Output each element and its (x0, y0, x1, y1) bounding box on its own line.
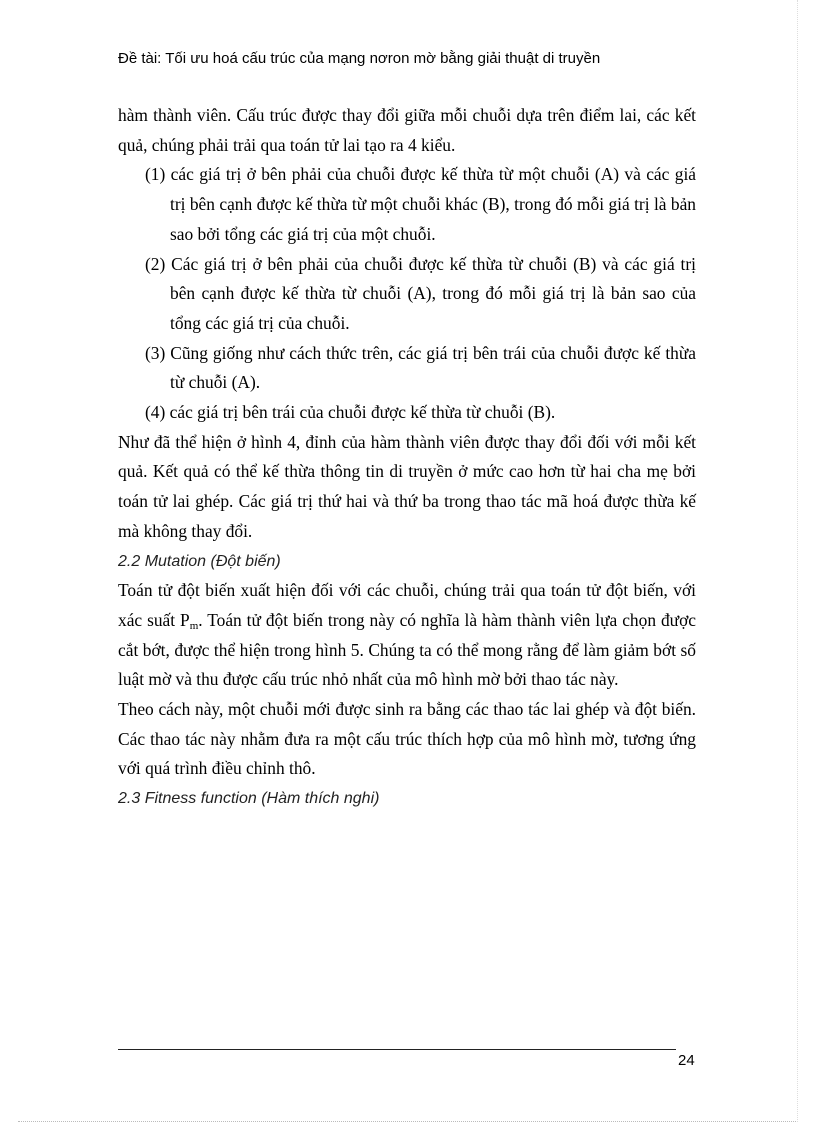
list-item: (3) Cũng giống như cách thức trên, các giá trị bên trái của chuỗi được kế thừa từ chuỗi (A). (145, 342, 696, 393)
page-header: Đề tài: Tối ưu hoá cấu trúc của mạng nơron mờ bằng giải thuật di truyền (118, 50, 601, 67)
paragraph: Như đã thể hiện ở hình 4, đỉnh của hàm thành viên được thay đổi đối với mỗi kết quả. Kết quả có thể kế thừa thông tin di truyền ở mức cao hơn từ hai cha mẹ bởi toán tử lai ghép. Các giá trị thứ hai và thứ ba trong thao tác mã hoá được thừa kế mà không thay đổi. (118, 431, 696, 541)
paragraph (118, 576, 696, 695)
page-edge-bottom (18, 1121, 798, 1122)
paragraph: Theo cách này, một chuỗi mới được sinh ra bằng các thao tác lai ghép và đột biến. Các thao tác này nhằm đưa ra một cấu trúc thích hợp của mô hình mờ, tương ứng với quá trình điều chỉnh thô. (118, 699, 696, 779)
list-item: (1) các giá trị ở bên phải của chuỗi được kế thừa từ một chuỗi (A) và các giá trị bên cạnh được kế thừa từ một chuỗi khác (B), trong đó mỗi giá trị là bản sao bởi tổng các giá trị của một chuỗi. (145, 164, 696, 244)
subscript: m (189, 619, 199, 632)
section-heading: 2.2 Mutation (Đột biến) (118, 552, 281, 570)
paragraph-text: Toán tử đột biến xuất hiện đối với các chuỗi, chúng trải qua toán tử đột biến, với xác suất P (118, 580, 696, 630)
page-body (118, 101, 696, 814)
page-number: 24 (678, 1052, 695, 1069)
page-edge-right (797, 0, 798, 1122)
footer-divider (118, 1049, 676, 1050)
crossover-list (118, 160, 696, 427)
list-item: (4) các giá trị bên trái của chuỗi được kế thừa từ chuỗi (B). (145, 402, 556, 423)
paragraph: hàm thành viên. Cấu trúc được thay đổi giữa mỗi chuỗi dựa trên điểm lai, các kết quả, chúng phải trải qua toán tử lai tạo ra 4 kiểu. (118, 105, 696, 155)
section-heading: 2.3 Fitness function (Hàm thích nghi) (118, 790, 380, 808)
list-item: (2) Các giá trị ở bên phải của chuỗi được kế thừa từ chuỗi (B) và các giá trị bên cạnh được kế thừa từ chuỗi (A), trong đó mỗi giá trị là bản sao của tổng các giá trị của chuỗi. (145, 253, 696, 333)
paragraph-text: . Toán tử đột biến trong này có nghĩa là hàm thành viên lựa chọn được cắt bớt, được thể hiện trong hình 5. Chúng ta có thể mong rằng để làm giảm bớt số luật mờ và thu được cấu trúc nhỏ nhất của mô hình mờ bởi thao tác này. (118, 609, 696, 690)
